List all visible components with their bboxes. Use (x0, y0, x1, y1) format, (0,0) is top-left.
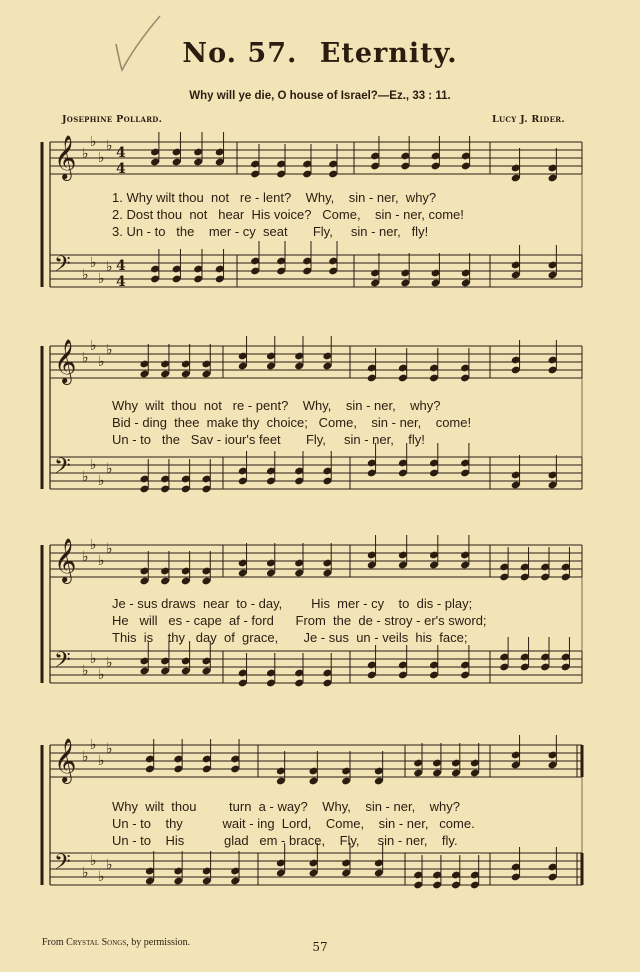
time-signature-bottom: 4 (116, 161, 126, 177)
flat-sign: ♭ (90, 853, 97, 869)
lyric-line: Je - sus draws near to - day, His mer - cy to dis - play; (112, 596, 473, 611)
source-book: Crystal Songs, (66, 937, 129, 948)
flat-sign: ♭ (82, 865, 89, 881)
flat-sign: ♭ (90, 457, 97, 473)
lyric-line: Why wilt thou not re - pent? Why, sin - ner, why? (112, 398, 441, 413)
lyric-line: Why wilt thou turn a - way? Why, sin - ner, why? (112, 799, 460, 814)
treble-clef: 𝄞 (54, 339, 77, 383)
permission-prefix: From (42, 937, 64, 948)
time-signature-top: 4 (116, 145, 126, 161)
flat-sign: ♭ (98, 354, 105, 370)
bass-clef: 𝄢 (54, 850, 71, 880)
flat-sign: ♭ (82, 549, 89, 565)
lyric-line: 1. Why wilt thou not re - lent? Why, sin - ner, why? (112, 190, 437, 205)
flat-sign: ♭ (106, 741, 113, 757)
flat-sign: ♭ (98, 869, 105, 885)
flat-sign: ♭ (82, 146, 89, 162)
flat-sign: ♭ (98, 271, 105, 287)
composer-credit: Lucy J. Rider. (492, 114, 565, 125)
lyric-line: This is thy day of grace, Je - sus un - veils his face; (112, 630, 468, 645)
flat-sign: ♭ (106, 342, 113, 358)
flat-sign: ♭ (90, 651, 97, 667)
flat-sign: ♭ (82, 663, 89, 679)
treble-clef: 𝄞 (54, 135, 77, 179)
flat-sign: ♭ (106, 259, 113, 275)
flat-sign: ♭ (90, 338, 97, 354)
flat-sign: ♭ (106, 541, 113, 557)
time-signature-bottom: 4 (116, 274, 126, 290)
hymn-name: Eternity. (319, 38, 458, 69)
flat-sign: ♭ (90, 537, 97, 553)
lyric-line: Un - to His glad em - brace, Fly, sin - ner, fly. (112, 833, 458, 848)
flat-sign: ♭ (98, 473, 105, 489)
flat-sign: ♭ (90, 255, 97, 271)
treble-clef: 𝄞 (54, 538, 77, 582)
flat-sign: ♭ (106, 857, 113, 873)
bass-clef: 𝄢 (54, 252, 71, 282)
flat-sign: ♭ (106, 655, 113, 671)
lyric-line: Bid - ding thee make thy choice; Come, sin - ner, come! (112, 415, 472, 430)
scripture-reference: Why will ye die, O house of Israel?—Ez., 33 : 11. (189, 90, 451, 102)
lyric-line: 2. Dost thou not hear His voice? Come, sin - ner, come! (112, 207, 464, 222)
flat-sign: ♭ (98, 667, 105, 683)
flat-sign: ♭ (82, 469, 89, 485)
flat-sign: ♭ (82, 749, 89, 765)
hymn-number: No. 57. (182, 38, 298, 69)
flat-sign: ♭ (98, 753, 105, 769)
lyric-line: 3. Un - to the mer - cy seat Fly, sin - ner, fly! (112, 224, 429, 239)
treble-clef: 𝄞 (54, 738, 77, 782)
lyric-line: Un - to the Sav - iour's feet Fly, sin - ner, fly! (112, 432, 425, 447)
flat-sign: ♭ (90, 134, 97, 150)
bass-clef: 𝄢 (54, 454, 71, 484)
permission-suffix: by permission. (131, 937, 191, 948)
page-number: 57 (312, 940, 328, 954)
flat-sign: ♭ (82, 350, 89, 366)
flat-sign: ♭ (98, 553, 105, 569)
lyric-line: Un - to thy wait - ing Lord, Come, sin - ner, come. (112, 816, 475, 831)
flat-sign: ♭ (82, 267, 89, 283)
lyric-line: He will es - cape af - ford From the de - stroy - er's sword; (112, 613, 487, 628)
bass-clef: 𝄢 (54, 648, 71, 678)
flat-sign: ♭ (106, 138, 113, 154)
flat-sign: ♭ (98, 150, 105, 166)
poet-credit: Josephine Pollard. (62, 114, 163, 125)
flat-sign: ♭ (90, 737, 97, 753)
flat-sign: ♭ (106, 461, 113, 477)
time-signature-top: 4 (116, 258, 126, 274)
